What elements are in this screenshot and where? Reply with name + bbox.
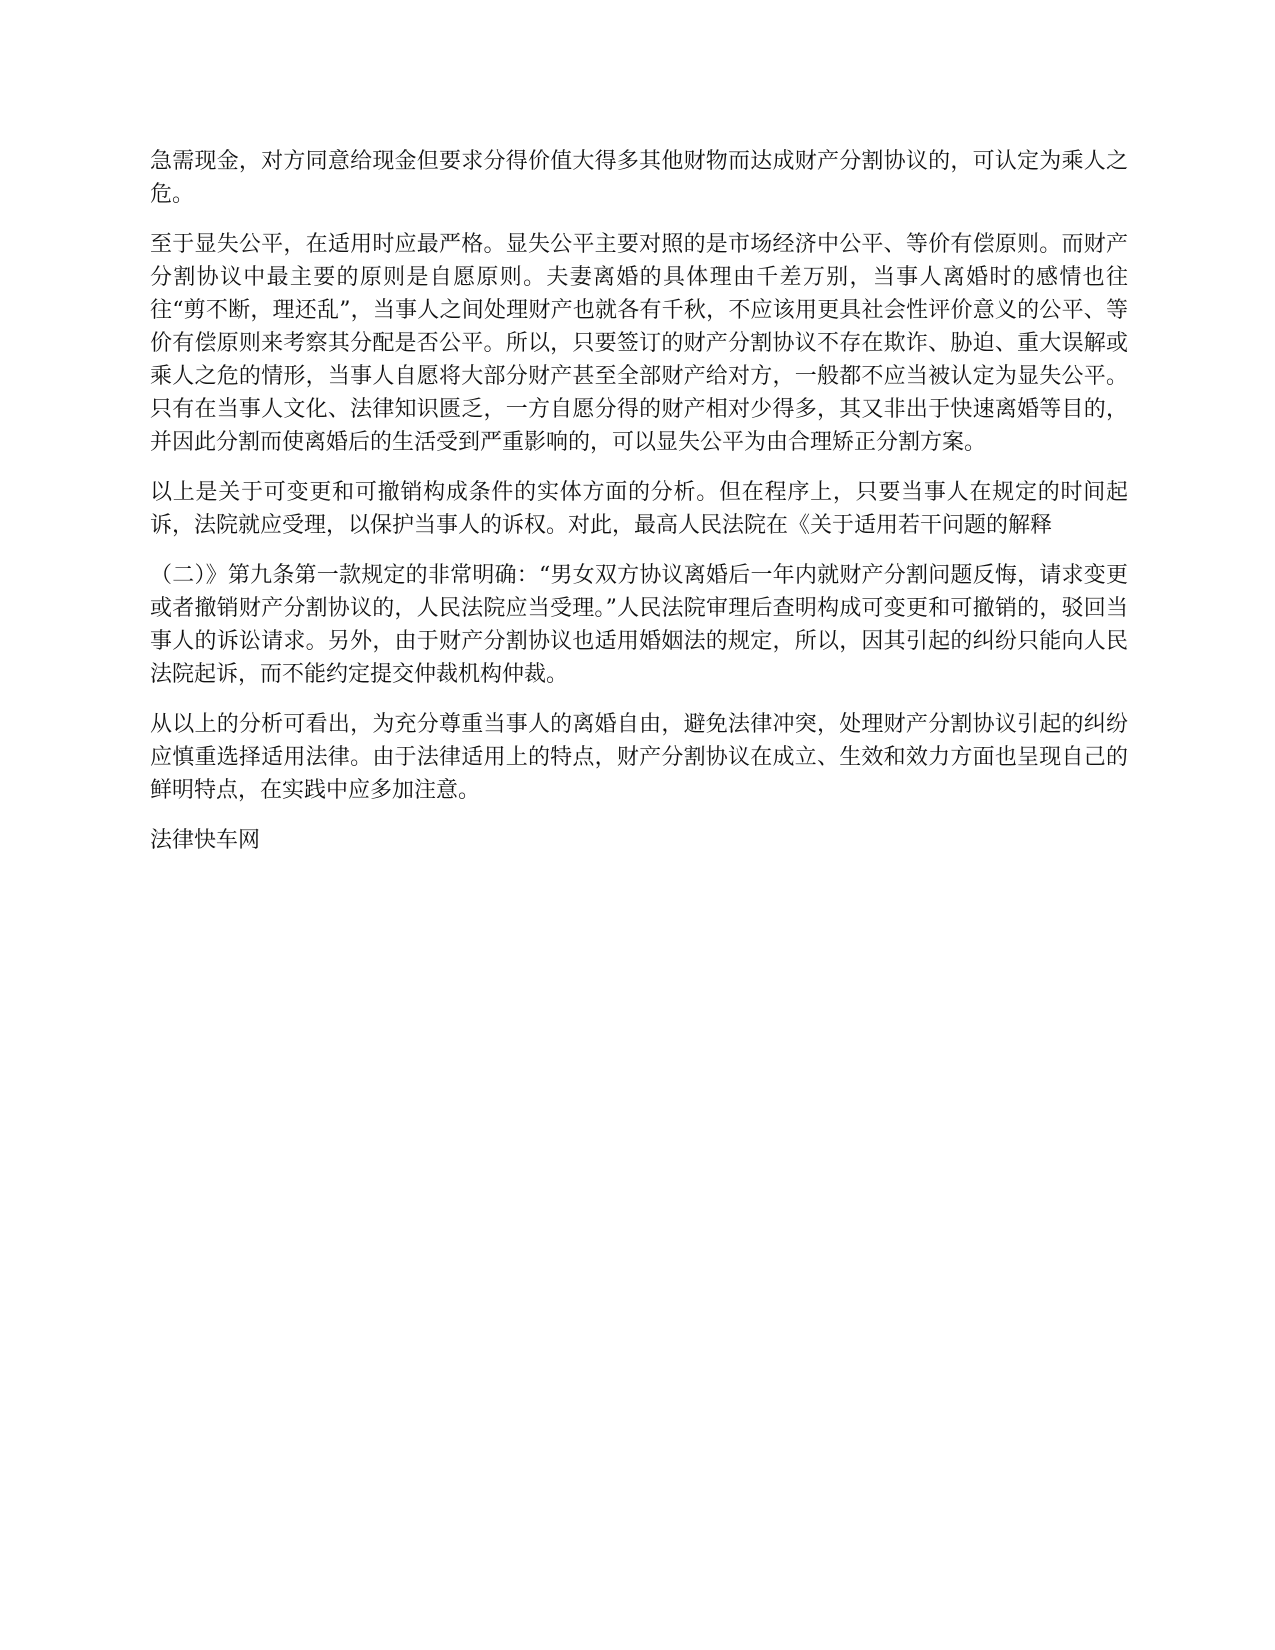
- document-page: [150, 145, 1128, 874]
- paragraph-3: 以上是关于可变更和可撤销构成条件的实体方面的分析。但在程序上，只要当事人在规定的时间起诉，法院就应受理，以保护当事人的诉权。对此，最高人民法院在《关于适用若干问题的解释: [150, 480, 1128, 538]
- paragraph-1: 急需现金，对方同意给现金但要求分得价值大得多其他财物而达成财产分割协议的，可认定为乘人之危。: [150, 149, 1128, 207]
- paragraph-5: 从以上的分析可看出，为充分尊重当事人的离婚自由，避免法律冲突，处理财产分割协议引起的纠纷应慎重选择适用法律。由于法律适用上的特点，财产分割协议在成立、生效和效力方面也呈现自己的鲜明特点，在实践中应多加注意。: [150, 712, 1128, 803]
- paragraph-4: （二）》第九条第一款规定的非常明确：“男女双方协议离婚后一年内就财产分割问题反悔，请求变更或者撤销财产分割协议的，人民法院应当受理。”人民法院审理后查明构成可变更和可撤销的，驳回当事人的诉讼请求。另外，由于财产分割协议也适用婚姻法的规定，所以，因其引起的纠纷只能向人民法院起诉，而不能约定提交仲裁机构仲裁。: [150, 563, 1128, 687]
- paragraph-2: 至于显失公平，在适用时应最严格。显失公平主要对照的是市场经济中公平、等价有偿原则。而财产分割协议中最主要的原则是自愿原则。夫妻离婚的具体理由千差万别，当事人离婚时的感情也往往“剪不断，理还乱”，当事人之间处理财产也就各有千秋，不应该用更具社会性评价意义的公平、等价有偿原则来考察其分配是否公平。所以，只要签订的财产分割协议不存在欺诈、胁迫、重大误解或乘人之危的情形，当事人自愿将大部分财产甚至全部财产给对方，一般都不应当被认定为显失公平。只有在当事人文化、法律知识匮乏，一方自愿分得的财产相对少得多，其又非出于快速离婚等目的，并因此分割而使离婚后的生活受到严重影响的，可以显失公平为由合理矫正分割方案。: [150, 232, 1128, 455]
- source-signature: 法律快车网: [150, 828, 261, 853]
